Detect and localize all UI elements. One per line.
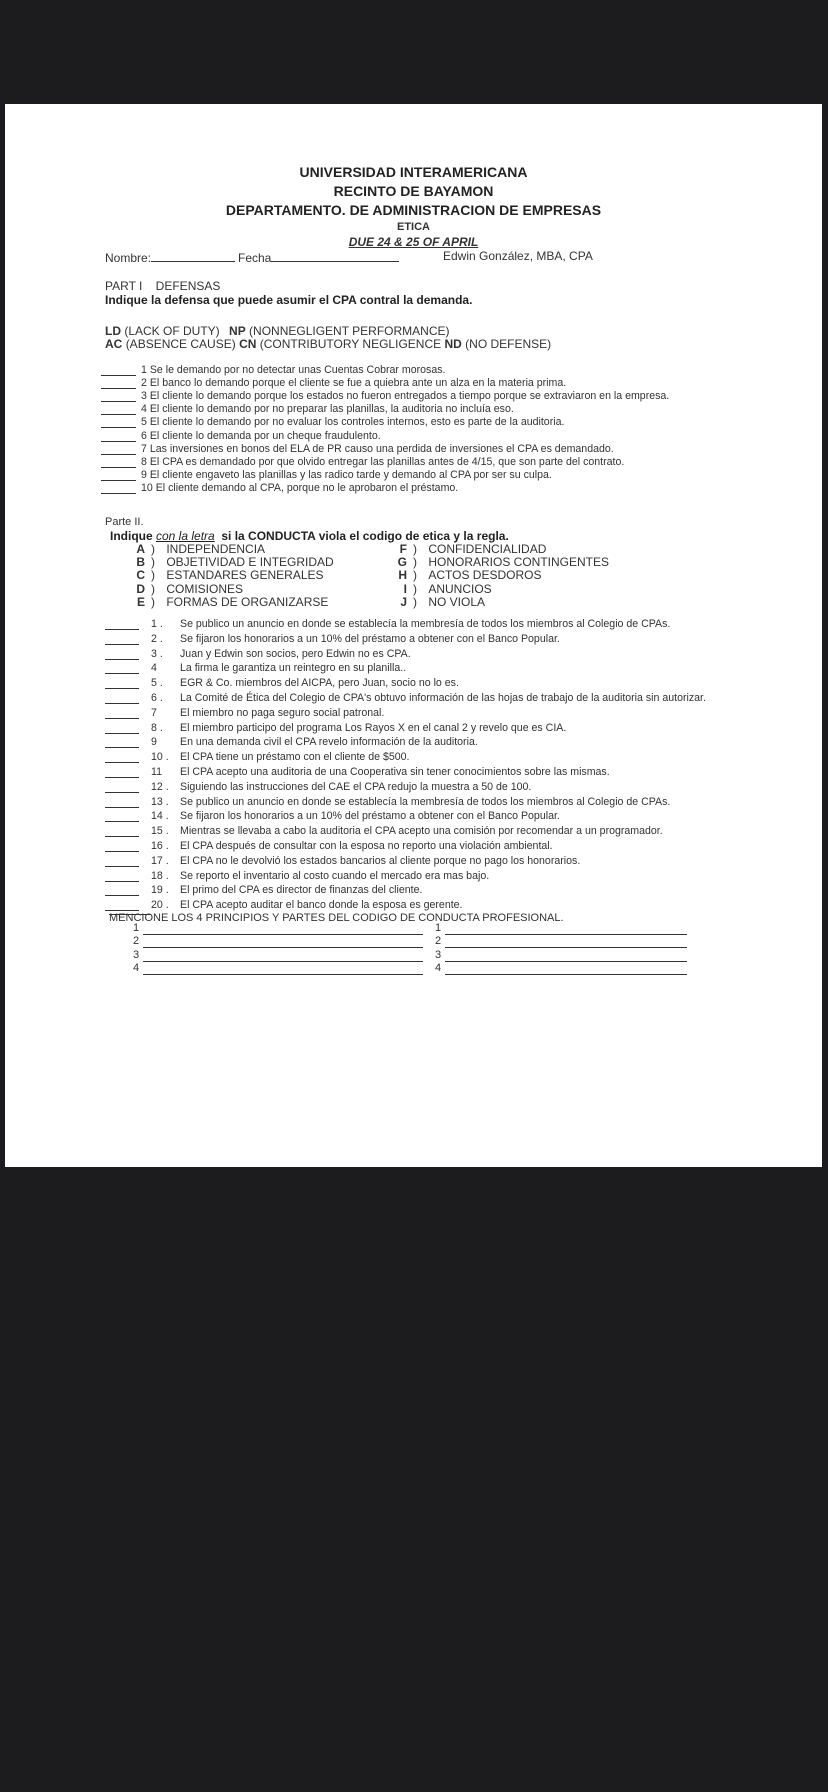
worksheet-page <box>5 104 822 1167</box>
rule-letter: J <box>400 594 407 609</box>
part2-instruction-em: con la letra <box>156 529 215 543</box>
rule-row <box>109 568 324 582</box>
principle-number-right: 4 <box>435 961 442 974</box>
principle-number-right: 1 <box>435 922 442 934</box>
instructor-name: Edwin González, MBA, CPA <box>443 249 593 263</box>
legend-text-ac: (ABSENCE CAUSE) <box>125 337 236 351</box>
question-number: 20 . <box>151 899 169 912</box>
part2-question: El CPA no le devolvió los estados bancarios al cliente porque no pago los honorarios. <box>180 854 581 867</box>
question-number: 9 <box>151 736 157 749</box>
part2-question: Se reporto el inventario al costo cuando el mercado era mas bajo. <box>180 869 490 882</box>
part1-title: PART I DEFENSAS <box>105 279 221 293</box>
rule-paren: ) <box>413 594 421 609</box>
principle-line-left[interactable] <box>143 934 423 935</box>
legend-text-cn: (CONTRIBUTORY NEGLIGENCE <box>259 337 442 351</box>
principle-number-left: 2 <box>133 935 140 948</box>
part2-question: Se publico un anuncio en donde se establecía la membresía de todos los miembros al Colegio de CPAs. <box>180 618 671 630</box>
rule-name: FORMAS DE ORGANIZARSE <box>166 594 329 609</box>
answer-blank[interactable] <box>101 427 136 428</box>
answer-blank[interactable] <box>105 762 139 763</box>
rule-name: ESTANDARES GENERALES <box>166 568 324 583</box>
answer-blank[interactable] <box>101 401 136 402</box>
principle-number-right: 3 <box>435 948 442 961</box>
due-date: DUE 24 & 25 OF APRIL <box>348 235 479 249</box>
legend-code-np: NP <box>229 324 246 338</box>
legend-text-ld: (LACK OF DUTY) <box>124 324 220 338</box>
part2-question: El CPA acepto una auditoria de una Cooperativa sin tener conocimientos sobre las mismas. <box>180 766 610 778</box>
part2-question: El miembro no paga seguro social patronal. <box>180 706 385 719</box>
nombre-label: Nombre: <box>105 251 152 265</box>
part1-question: 2 El banco lo demando porque el cliente se fue a quiebra ante un alza en la materia prima. <box>141 377 567 390</box>
part1-question: 4 El cliente lo demando por no preparar las planillas, la auditoria no incluía eso. <box>141 403 514 416</box>
part3-title-overline <box>109 914 151 915</box>
nombre-blank <box>151 260 235 262</box>
part2-question: Se publico un anuncio en donde se establecía la membresía de todos los miembros al Colegio de CPAs. <box>180 795 671 808</box>
rule-row <box>109 555 334 569</box>
answer-blank[interactable] <box>105 807 139 808</box>
question-number: 7 <box>151 706 157 719</box>
rule-row <box>371 542 546 556</box>
rule-paren: ) <box>151 542 159 556</box>
course-title: ETICA <box>397 221 430 233</box>
answer-blank[interactable] <box>105 644 139 645</box>
university-title: UNIVERSIDAD INTERAMERICANA <box>299 164 528 180</box>
part2-question: Juan y Edwin son socios, pero Edwin no es CPA. <box>180 647 411 660</box>
rule-name: OBJETIVIDAD E INTEGRIDAD <box>166 555 334 570</box>
rule-paren: ) <box>413 542 421 556</box>
rule-row <box>371 582 492 596</box>
part2-question: La firma le garantiza un reintegro en su planilla.. <box>180 662 407 675</box>
question-number: 5 . <box>151 677 163 690</box>
part1-question: 10 El cliente demando al CPA, porque no le aprobaron el préstamo. <box>141 481 459 494</box>
part2-question: Se fijaron los honorarios a un 10% del préstamo a obtener con el Banco Popular. <box>180 632 560 645</box>
rule-letter: A <box>136 542 145 556</box>
department-title: DEPARTAMENTO. DE ADMINISTRACION DE EMPRESAS <box>225 202 602 218</box>
rule-letter: G <box>397 555 407 570</box>
legend-code-cn: CN <box>239 337 257 351</box>
principle-line-right[interactable] <box>445 961 687 962</box>
rule-paren: ) <box>151 581 159 596</box>
rule-letter: E <box>136 594 145 609</box>
part2-question: El CPA después de consultar con la esposa no reporto una violación ambiental. <box>180 840 553 852</box>
part2-title: Parte II. <box>105 516 144 528</box>
rule-paren: ) <box>413 581 421 596</box>
question-number: 3 . <box>151 647 163 660</box>
answer-blank[interactable] <box>105 821 139 822</box>
part1-question: 6 El cliente lo demanda por un cheque fraudulento. <box>141 429 381 442</box>
question-number: 8 . <box>151 721 163 734</box>
rule-paren: ) <box>151 568 159 583</box>
answer-blank[interactable] <box>105 733 139 734</box>
principle-number-left: 3 <box>133 948 140 961</box>
answer-blank[interactable] <box>105 895 139 896</box>
part2-question: El CPA tiene un préstamo con el cliente de $500. <box>180 751 410 764</box>
answer-blank[interactable] <box>101 375 136 376</box>
answer-blank[interactable] <box>105 659 139 660</box>
principle-line-left[interactable] <box>143 961 423 962</box>
part2-question: EGR & Co. miembros del AICPA, pero Juan, socio no lo es. <box>180 677 459 690</box>
part1-question: 5 El cliente lo demando por no evaluar los controles internos, esto es parte de la auditoria. <box>141 416 565 429</box>
rule-letter: B <box>136 555 145 570</box>
answer-blank[interactable] <box>101 441 136 442</box>
defense-legend-row-1 <box>105 324 450 338</box>
fecha-blank <box>271 260 399 262</box>
question-number: 12 . <box>151 780 169 793</box>
legend-code-nd: ND <box>444 337 462 351</box>
principle-number-left: 4 <box>133 961 140 974</box>
question-number: 19 . <box>151 884 169 897</box>
answer-blank[interactable] <box>105 718 139 719</box>
rule-row <box>371 568 541 582</box>
part2-instruction-post: si la CONDUCTA viola el codigo de etica y la regla. <box>214 529 509 543</box>
fecha-field <box>238 251 399 265</box>
fecha-label: Fecha <box>238 251 272 265</box>
rule-letter: I <box>403 581 407 596</box>
rule-name: NO VIOLA <box>428 594 486 609</box>
answer-blank[interactable] <box>105 792 139 793</box>
rule-row <box>109 595 328 609</box>
part2-question: El miembro participo del programa Los Rayos X en el canal 2 y revelo que es CIA. <box>180 721 567 734</box>
part2-question: En una demanda civil el CPA revelo información de la auditoria. <box>180 736 478 749</box>
answer-blank[interactable] <box>105 866 139 867</box>
principle-number-right: 2 <box>435 935 442 948</box>
rule-paren: ) <box>413 568 421 583</box>
rule-paren: ) <box>151 594 159 609</box>
answer-blank[interactable] <box>105 747 139 748</box>
nombre-field <box>105 251 235 265</box>
question-number: 15 . <box>151 825 169 838</box>
part1-question: 7 Las inversiones en bonos del ELA de PR causo una perdida de inversiones el CPA es demandado. <box>141 442 614 455</box>
part2-instruction <box>110 529 509 543</box>
question-number: 6 . <box>151 692 163 704</box>
answer-blank[interactable] <box>101 414 136 415</box>
principle-line-right[interactable] <box>445 974 687 975</box>
answer-blank[interactable] <box>105 629 139 630</box>
question-number: 10 . <box>151 751 169 764</box>
answer-blank[interactable] <box>105 851 139 852</box>
rule-name: INDEPENDENCIA <box>166 542 266 556</box>
part1-instruction: Indique la defensa que puede asumir el CPA contral la demanda. <box>105 293 473 307</box>
campus-title: RECINTO DE BAYAMON <box>333 183 494 199</box>
part2-instruction-pre: Indique <box>110 529 156 543</box>
part2-question: Mientras se llevaba a cabo la auditoria el CPA acepto una comisión por recomendar a un programador. <box>180 825 663 838</box>
rule-name: ACTOS DESDOROS <box>428 568 542 583</box>
part2-question: La Comité de Ética del Colegio de CPA's obtuvo información de las hojas de trabajo de la auditoria sin autorizar. <box>180 692 706 704</box>
principle-line-right[interactable] <box>445 934 687 935</box>
answer-blank[interactable] <box>105 673 139 674</box>
question-number: 18 . <box>151 869 169 882</box>
rule-name: CONFIDENCIALIDAD <box>428 542 547 556</box>
rule-row <box>109 582 243 596</box>
part1-question: 9 El cliente engaveto las planillas y las radico tarde y demando al CPA por ser su culpa. <box>141 468 552 481</box>
part1-question: 3 El cliente lo demando porque los estados no fueron entregados a tiempo porque se extraviaron en la empresa. <box>141 390 670 403</box>
rule-letter: F <box>399 542 407 556</box>
answer-blank[interactable] <box>101 480 136 481</box>
rule-paren: ) <box>413 555 421 570</box>
part1-question: 8 El CPA es demandado por que olvido entregar las planillas antes de 4/15, que son parte del contrato. <box>141 455 625 468</box>
rule-letter: C <box>136 568 145 583</box>
rule-name: ANUNCIOS <box>428 581 492 596</box>
principle-line-right[interactable] <box>445 947 687 948</box>
answer-blank[interactable] <box>105 703 139 704</box>
legend-code-ld: LD <box>105 324 121 338</box>
part2-question: Se fijaron los honorarios a un 10% del préstamo a obtener con el Banco Popular. <box>180 810 560 823</box>
answer-blank[interactable] <box>105 836 139 837</box>
part2-question: El CPA acepto auditar el banco donde la esposa es gerente. <box>180 899 463 912</box>
answer-blank[interactable] <box>101 454 136 455</box>
answer-blank[interactable] <box>105 688 139 689</box>
rule-letter: H <box>398 568 407 583</box>
question-number: 1 . <box>151 618 163 630</box>
question-number: 2 . <box>151 632 163 645</box>
answer-blank[interactable] <box>101 388 136 389</box>
answer-blank[interactable] <box>101 493 136 494</box>
rule-row <box>109 542 265 556</box>
principle-number-left: 1 <box>133 922 140 934</box>
legend-code-ac: AC <box>105 337 123 351</box>
question-number: 4 <box>151 662 157 675</box>
rule-name: HONORARIOS CONTINGENTES <box>428 555 610 570</box>
question-number: 17 . <box>151 854 169 867</box>
principle-line-left[interactable] <box>143 947 423 948</box>
part1-question: 1 Se le demando por no detectar unas Cuentas Cobrar morosas. <box>141 364 446 376</box>
answer-blank[interactable] <box>101 467 136 468</box>
rule-row <box>371 555 609 569</box>
question-number: 13 . <box>151 795 169 808</box>
rule-row <box>371 595 485 609</box>
question-number: 16 . <box>151 840 169 852</box>
rule-name: COMISIONES <box>166 581 244 596</box>
part2-question: El primo del CPA es director de finanzas del cliente. <box>180 884 423 897</box>
legend-text-nd: (NO DEFENSE) <box>465 337 552 351</box>
rule-letter: D <box>136 581 145 596</box>
part3-title: MENCIONE LOS 4 PRINCIPIOS Y PARTES DEL CODIGO DE CONDUCTA PROFESIONAL. <box>109 912 564 924</box>
answer-blank[interactable] <box>105 881 139 882</box>
question-number: 11 <box>151 766 162 778</box>
answer-blank[interactable] <box>105 777 139 778</box>
legend-text-np: (NONNEGLIGENT PERFORMANCE) <box>249 324 450 338</box>
defense-legend-row-2 <box>105 337 551 351</box>
part2-question: Siguiendo las instrucciones del CAE el CPA redujo la muestra a 50 de 100. <box>180 780 532 793</box>
rule-paren: ) <box>151 555 159 570</box>
question-number: 14 . <box>151 810 169 823</box>
principle-line-left[interactable] <box>143 974 423 975</box>
